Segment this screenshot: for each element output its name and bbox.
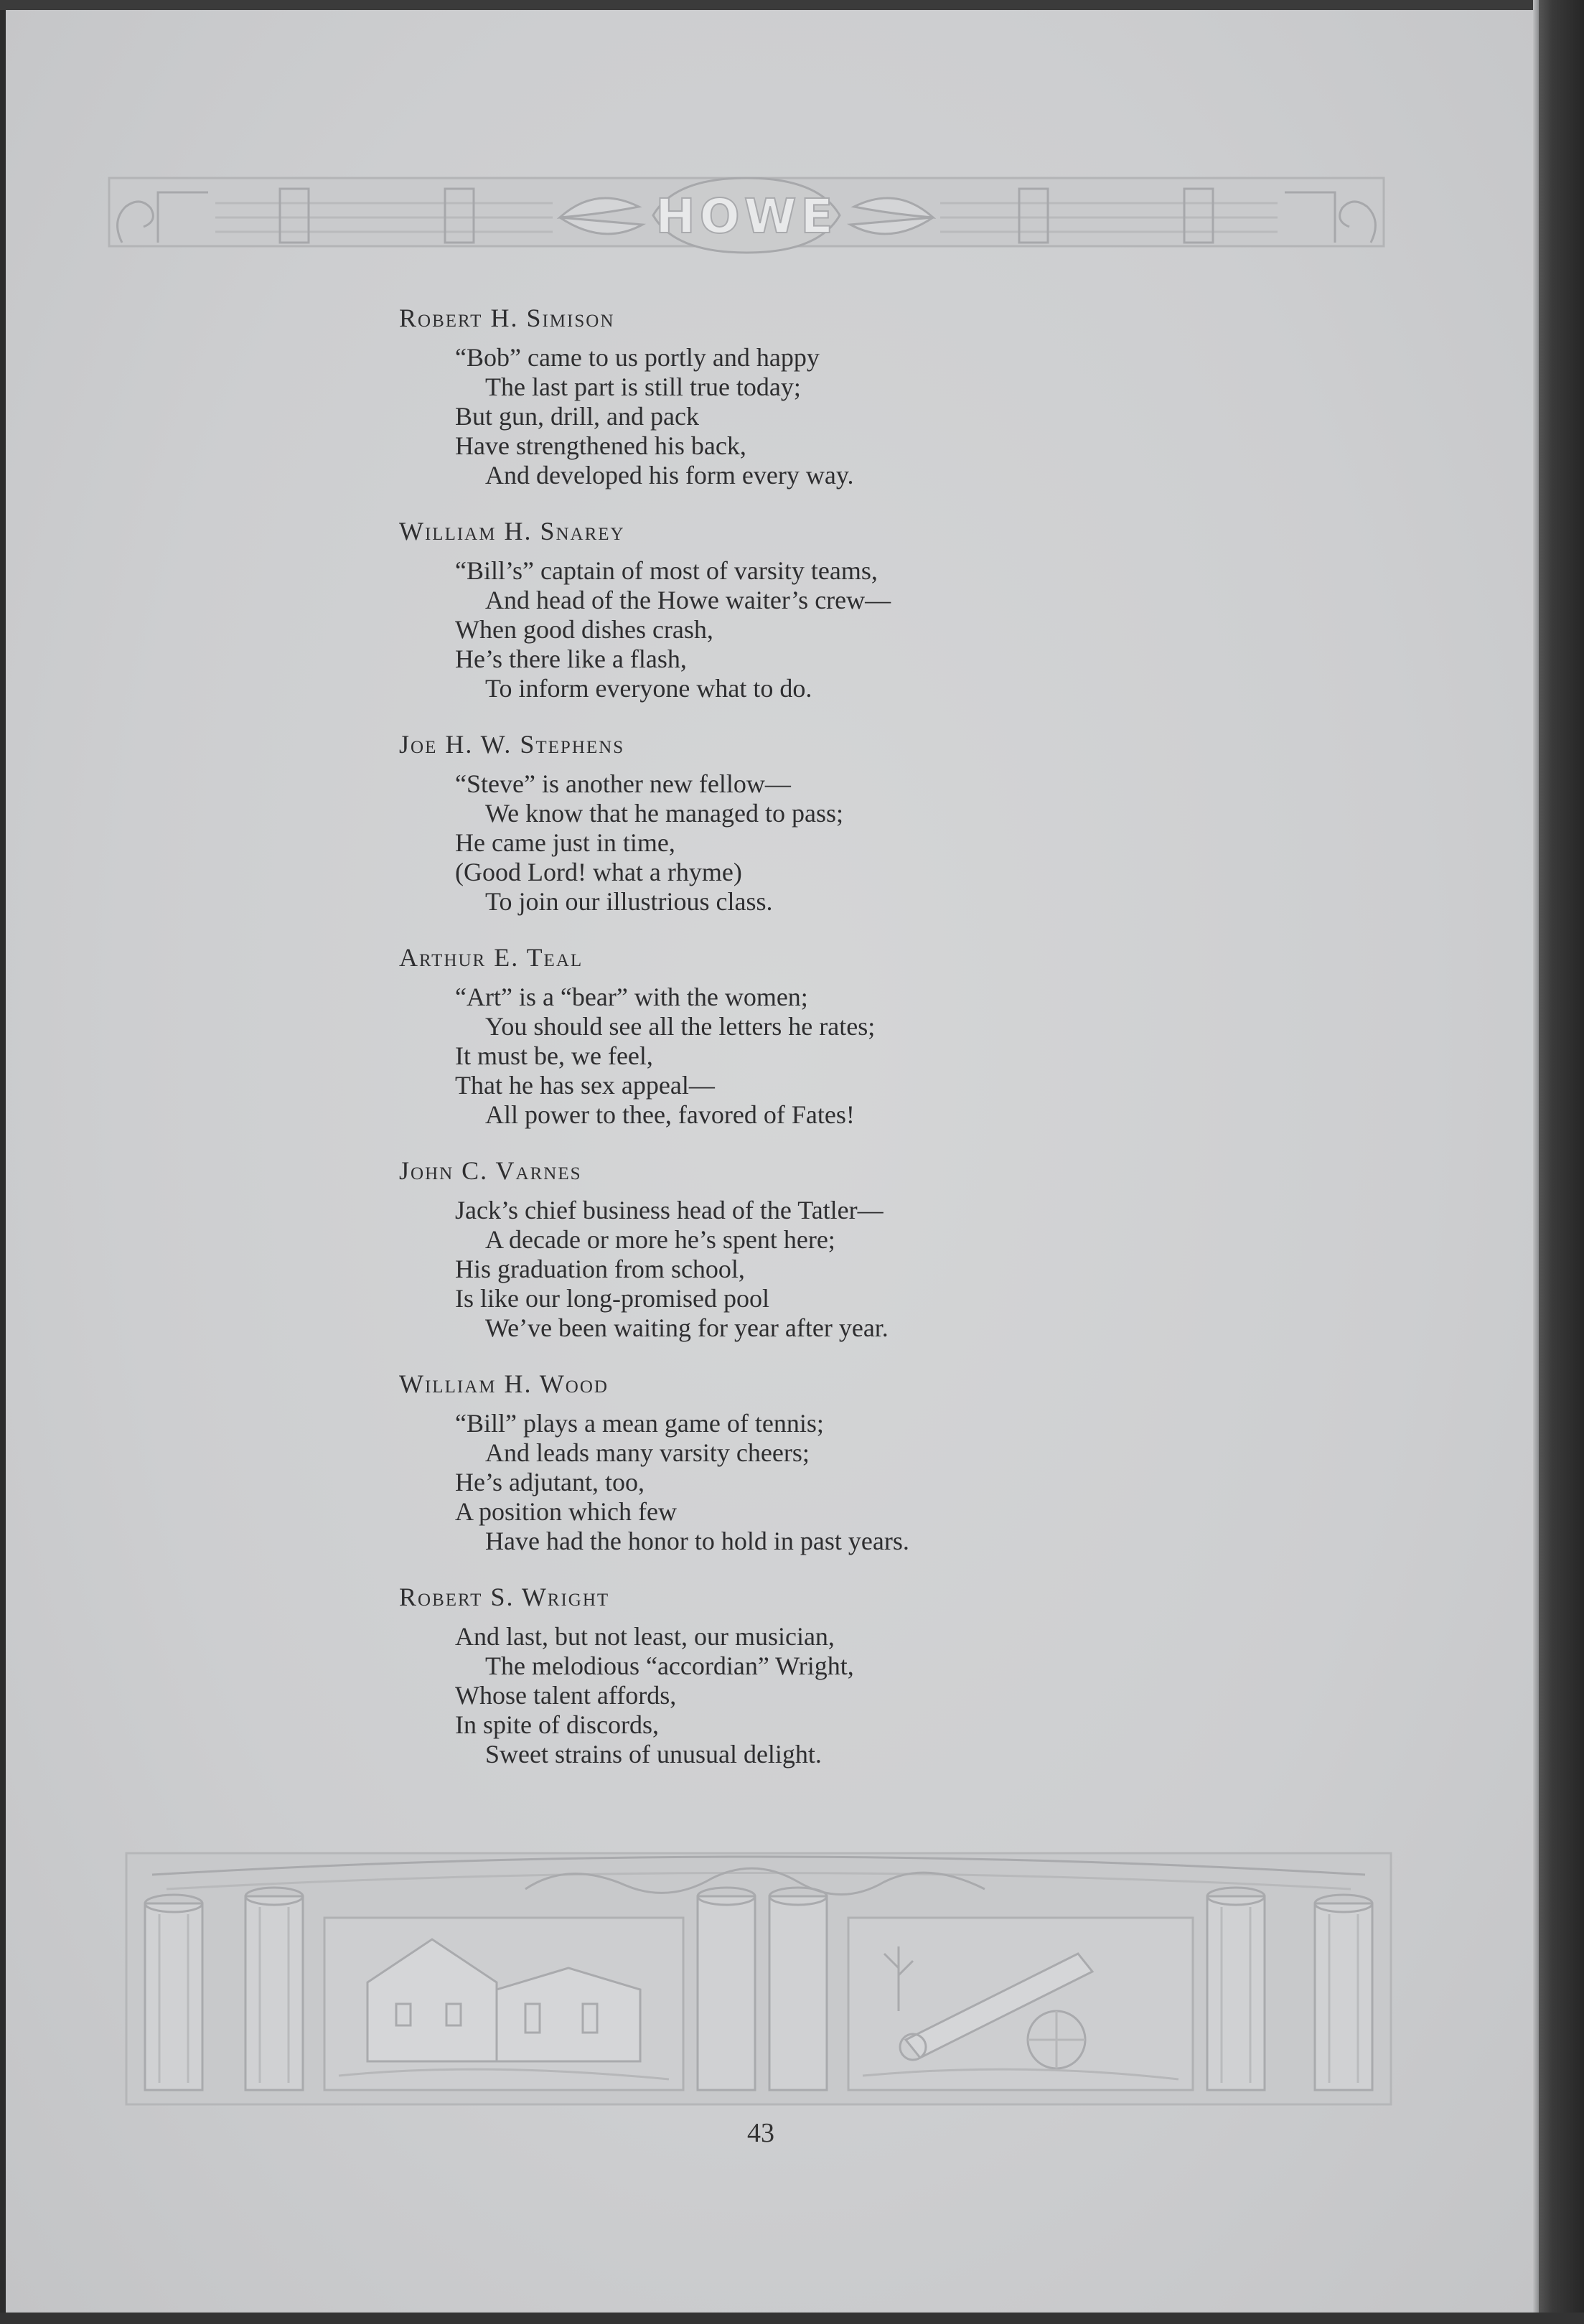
footer-ornament [123,1846,1394,2112]
verse-line: Whose talent affords, [455,1681,677,1710]
poem-entry [399,1154,1404,1343]
poem-entry [399,515,1404,703]
poem-entry [399,728,1404,917]
page-edge [1533,0,1539,2324]
verse-line: (Good Lord! what a rhyme) [455,858,742,886]
poem-entry [399,941,1404,1130]
verse-line: But gun, drill, and pack [455,402,699,431]
verse-line: You should see all the letters he rates; [485,1012,876,1041]
poem-entry [399,1580,1404,1769]
student-name: Robert S. Wright [399,1583,610,1611]
header-ornament [108,164,1385,257]
poem-entry [399,1367,1404,1556]
header-banner [108,164,1385,257]
poem-entry [399,301,1404,490]
verse-line: And developed his form every way. [485,461,854,489]
verse-line: And head of the Howe waiter’s crew— [485,586,891,614]
verse-line: “Bill’s” captain of most of varsity teams, [455,556,878,585]
verse-line: That he has sex appeal— [455,1071,715,1100]
verse-line: It must be, we feel, [455,1041,653,1070]
verse-line: Have had the honor to hold in past years. [485,1527,909,1555]
verse-line: His graduation from school, [455,1255,745,1283]
verse-line: To inform everyone what to do. [485,674,812,703]
page-bottom-edge [0,2313,1584,2324]
verse-line: He’s adjutant, too, [455,1468,645,1496]
verse-line: When good dishes crash, [455,615,713,644]
banner-title: HOWE [655,189,838,244]
student-name: William H. Snarey [399,517,625,545]
verse-line: “Bill” plays a mean game of tennis; [455,1409,824,1438]
book-spine [1539,0,1584,2324]
poem-list [399,301,1404,1794]
verse-line: To join our illustrious class. [485,887,773,916]
verse-line: All power to thee, favored of Fates! [485,1100,855,1129]
page-number: 43 [747,2118,774,2148]
student-name: Joe H. W. Stephens [399,730,625,759]
verse-line: The melodious “accordian” Wright, [485,1651,854,1680]
student-name: William H. Wood [399,1369,609,1398]
verse-line: “Bob” came to us portly and happy [455,343,820,372]
verse-line: In spite of discords, [455,1710,659,1739]
verse-line: “Steve” is another new fellow— [455,769,791,798]
verse-line: A position which few [455,1497,677,1526]
verse-line: And leads many varsity cheers; [485,1438,810,1467]
footer-illustration [123,1846,1394,2112]
verse-line: Have strengthened his back, [455,431,746,460]
verse-line: He came just in time, [455,828,675,857]
student-name: John C. Varnes [399,1156,582,1185]
verse-line: We’ve been waiting for year after year. [485,1313,889,1342]
verse-line: Jack’s chief business head of the Tatler— [455,1196,884,1224]
verse-line: We know that he managed to pass; [485,799,843,828]
verse-line: The last part is still true today; [485,373,801,401]
verse-line: Sweet strains of unusual delight. [485,1740,822,1768]
student-name: Arthur E. Teal [399,943,584,972]
verse-line: A decade or more he’s spent here; [485,1225,835,1254]
verse-line: And last, but not least, our musician, [455,1622,835,1651]
verse-line: Is like our long-promised pool [455,1284,769,1313]
page-top-edge [0,0,1584,10]
verse-line: “Art” is a “bear” with the women; [455,983,808,1011]
student-name: Robert H. Simison [399,304,615,332]
verse-line: He’s there like a flash, [455,645,687,673]
